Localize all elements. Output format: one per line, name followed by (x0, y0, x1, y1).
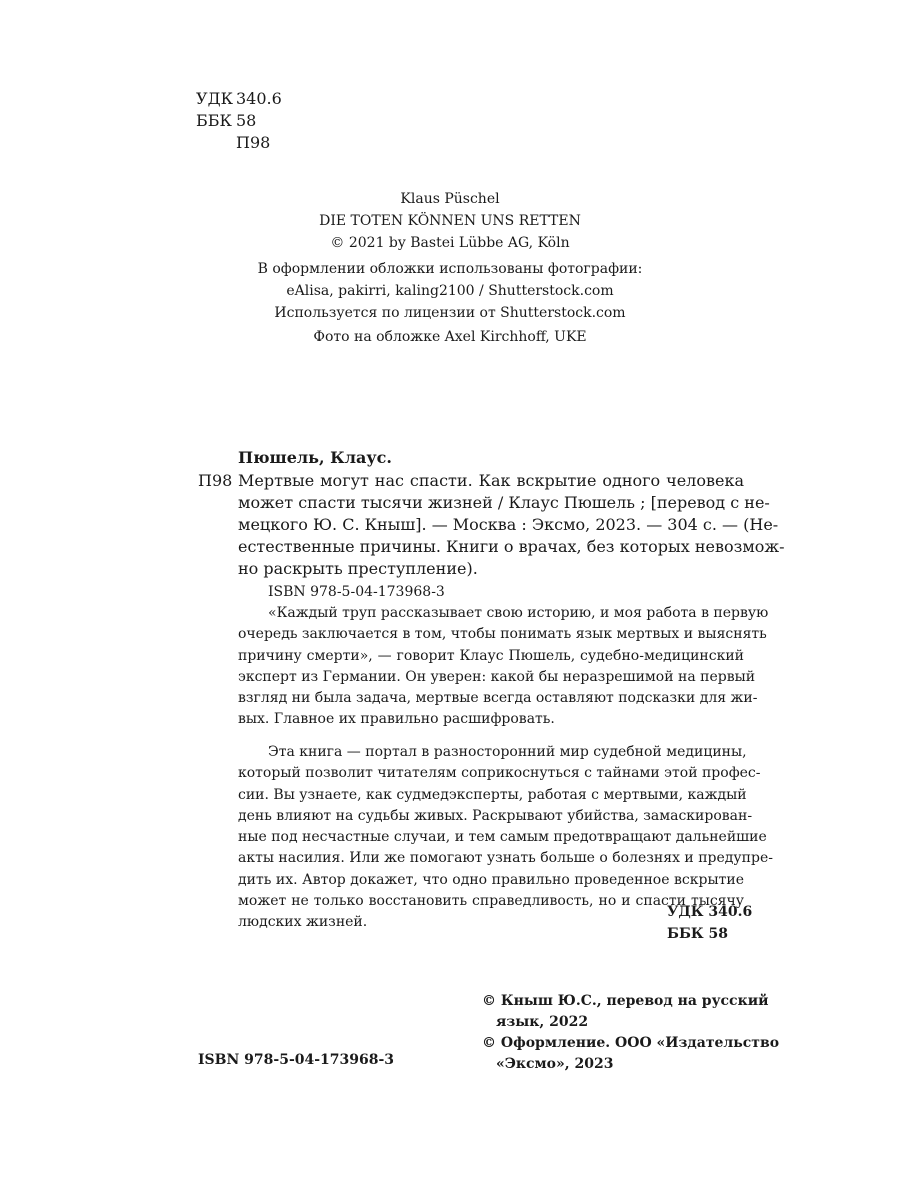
bbk-code: ББК 58 (196, 111, 257, 130)
copyright-line: © Кныш Ю.С., перевод на русский (482, 993, 769, 1009)
bottom-isbn: ISBN 978-5-04-173968-3 (198, 1052, 395, 1068)
author-mark: П98 (236, 133, 271, 152)
annotation-line: сии. Вы узнаете, как судмедэксперты, работая с мертвыми, каждый (238, 786, 747, 803)
photo-credit-line: Используется по лицензии от Shutterstock.com (274, 305, 626, 321)
annotation-line: взгляд ни была задача, мертвые всегда оставляют подсказки для жи- (238, 690, 758, 707)
photo-credit-line: eAlisa, pakirri, kaling2100 / Shutterstock.com (286, 283, 614, 299)
original-copyright: © 2021 by Bastei Lübbe AG, Köln (330, 235, 570, 251)
catalog-mark: П98 (198, 471, 233, 490)
annotation-line: акты насилия. Или же помогают узнать больше о болезнях и предупре- (238, 850, 773, 867)
description-line: но раскрыть преступление). (238, 559, 478, 578)
bbk-footer: ББК 58 (667, 926, 729, 942)
classification-codes-header (196, 88, 282, 154)
cover-photo-credit: Фото на обложке Axel Kirchhoff, UKE (313, 329, 587, 345)
original-author: Klaus Püschel (400, 191, 500, 207)
description-line: естественные причины. Книги о врачах, без которых невозмож- (238, 537, 785, 556)
copyright-line: © Оформление. ООО «Издательство (482, 1035, 780, 1051)
copyright-line: язык, 2022 (496, 1014, 589, 1030)
udk-footer: УДК 340.6 (667, 904, 753, 920)
annotation-line: причину смерти», — говорит Клаус Пюшель, судебно-медицинский (238, 647, 744, 664)
annotation-line: «Каждый труп рассказывает свою историю, и моя работа в первую (268, 605, 769, 621)
description-line: Мертвые могут нас спасти. Как вскрытие одного человека (238, 471, 744, 490)
original-edition-info (200, 188, 700, 254)
annotation-line: день влияют на судьбы живых. Раскрывают убийства, замаскирован- (238, 807, 753, 824)
copyright-line: «Эксмо», 2023 (496, 1056, 614, 1072)
description-line: мецкого Ю. С. Кныш]. — Москва : Эксмо, 2023. — 304 с. — (Не- (238, 515, 779, 534)
annotation-line: ные под несчастные случаи, и тем самым предотвращают дальнейшие (238, 829, 767, 846)
annotation-line: очередь заключается в том, чтобы понимать язык мертвых и выяснять (238, 626, 767, 643)
photo-credits (200, 258, 700, 324)
annotation-line: людских жизней. (238, 914, 368, 931)
copyright-notices (482, 991, 779, 1075)
annotation-line: эксперт из Германии. Он уверен: какой бы неразрешимой на первый (238, 668, 756, 685)
classification-footer (667, 901, 752, 945)
annotation-line: который позволит читателям соприкоснуться с тайнами этой профес- (238, 765, 761, 782)
photo-credit-line: В оформлении обложки использованы фотографии: (257, 261, 643, 277)
description-line: может спасти тысячи жизней / Клаус Пюшель ; [перевод с не- (238, 493, 770, 512)
catalog-author-heading: Пюшель, Клаус. (238, 448, 392, 467)
annotation-line: вых. Главное их правильно расшифровать. (238, 711, 555, 728)
catalog-isbn: ISBN 978-5-04-173968-3 (268, 584, 445, 600)
udk-code: УДК 340.6 (196, 89, 282, 108)
annotation-line: дить их. Автор докажет, что одно правильно проведенное вскрытие (238, 871, 744, 888)
catalog-description (238, 470, 785, 580)
original-title: DIE TOTEN KÖNNEN UNS RETTEN (319, 213, 581, 229)
annotation-line: Эта книга — портал в разносторонний мир судебной медицины, (268, 744, 747, 760)
annotation-line: может не только восстановить справедливость, но и спасти тысячу (238, 893, 744, 910)
annotation-paragraph-1 (238, 603, 769, 731)
